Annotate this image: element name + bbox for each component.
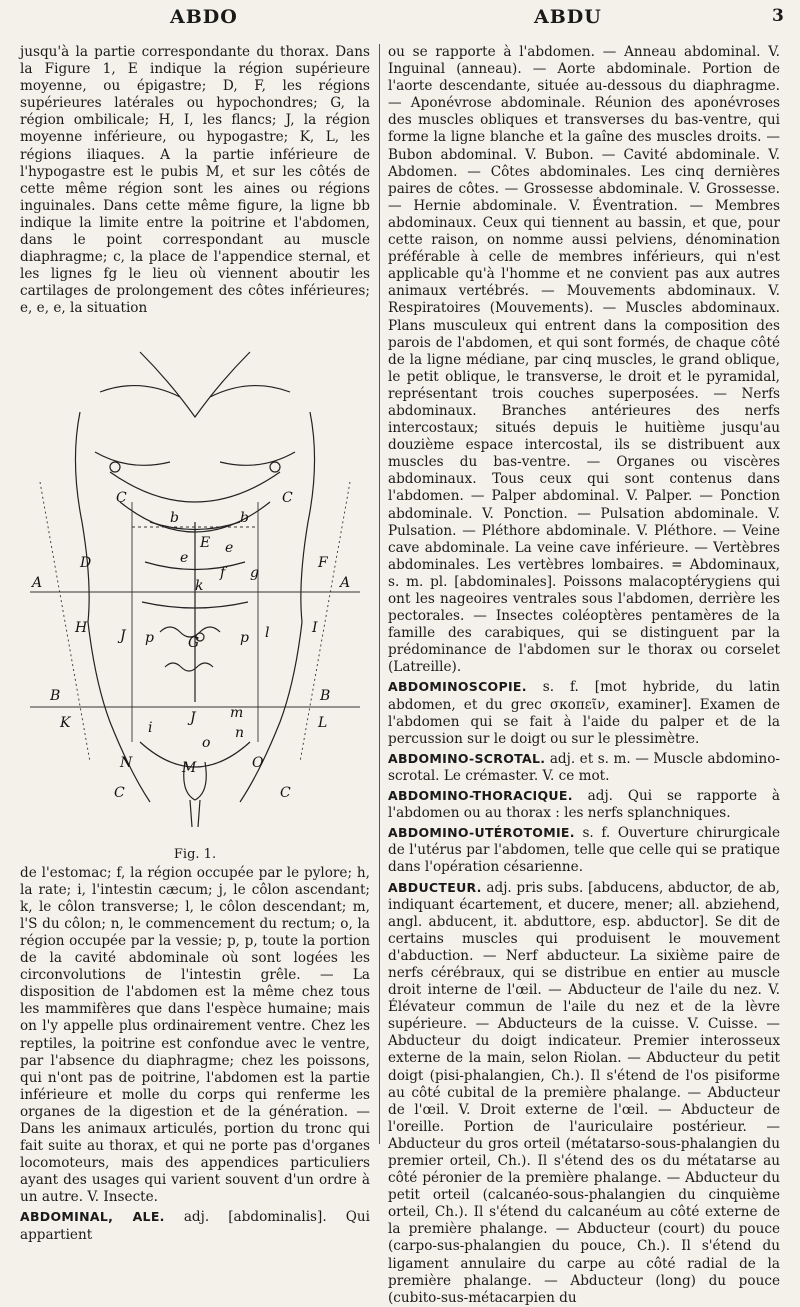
fig-label: k [195, 577, 204, 594]
fig-label: O [252, 754, 264, 771]
fig-label: C [282, 489, 293, 506]
entry-text: adj. et s. m. — Muscle abdomino-scrotal. Le crémaster. V. ce mot. [388, 750, 781, 784]
fig-label: N [120, 754, 133, 771]
fig-label: H [75, 619, 88, 636]
fig-label: M [182, 759, 197, 776]
entry-text: adj. Qui se rapporte à l'abdomen ou au thorax : les nerfs splanchniques. [388, 788, 780, 822]
running-head-left: ABDO [170, 6, 238, 28]
fig-label: E [200, 534, 211, 551]
entry-abducteur [388, 879, 780, 1307]
fig-label: B [320, 687, 331, 704]
fig-label: B [50, 687, 61, 704]
fig-label: i [148, 719, 153, 736]
entry-headword: ABDUCTEUR. [388, 879, 482, 895]
fig-label: K [60, 714, 71, 731]
left-bottom-text: de l'estomac; f, la région occupée par le pylore; h, la rate; i, l'intestin cæcum; j, le côlon ascendant; k, le côlon transverse; l, le côlon descendant; m, l'S du côlon; n, le commencement du rectum; o, la région occupée par la vessie; p, p, toute la portion de la cavité abdominale où sont logées les circonvolutions de l'intestin grêle. — La disposition de l'abdomen est la même chez tous les mammifères que dans l'espèce humaine; mais on l'y appelle plus ordinairement ventre. Chez les reptiles, la poitrine est confondue avec le ventre, par l'absence du diaphragme; chez les poissons, qui n'ont pas de poitrine, l'abdomen est la partie inférieure et molle du corps qui renferme les organes de la digestion et de la génération. — Dans les animaux articulés, portion du tronc qui fait suite au thorax, et qui ne porte pas d'organes locomoteurs, mais des appendices particuliers ayant des usages qui varient souvent d'un ordre à un autre. V. Insecte. [20, 864, 370, 1206]
column-rule [379, 44, 380, 1144]
fig-label: b [240, 509, 249, 526]
fig-label: L [318, 714, 328, 731]
entry-headword: ABDOMINO-THORACIQUE. [388, 788, 573, 804]
entry-text: s. f. Ouverture chirurgicale de l'utérus par l'abdomen, telle que celle qui se pratique dans l'opération césarienne. [388, 825, 781, 876]
entry-headword: ABDOMINAL, ALE. [20, 1209, 165, 1225]
fig-label: m [230, 704, 244, 721]
left-top-text: jusqu'à la partie correspondante du thorax. Dans la Figure 1, E indique la région supérieure moyenne, ou épigastre; D, F, les régions supérieures latérales ou hypochondres; G, la région ombilicale; H, I, les flancs; J, la région moyenne inférieure, ou hypogastre; K, L, les régions iliaques. A la partie inférieure de l'hypogastre est le pubis M, et sur les côtés de cette même région sont les aines ou régions inguinales. Dans cette même figure, la ligne bb indique la limite entre la poitrine et l'abdomen, dans le point correspondant au muscle diaphragme; c, la place de l'appendice sternal, et les lignes fg le lieu où viennent aboutir les cartilages de prolongement des côtes inférieures; e, e, e, la situation [20, 44, 370, 317]
abdomen-illustration [20, 322, 370, 842]
fig-label: A [340, 574, 351, 591]
fig-label: A [32, 574, 43, 591]
entry-abdomino-uterotomie [388, 824, 780, 876]
fig-label: f [220, 564, 226, 581]
entry-headword: ABDOMINO-UTÉROTOMIE. [388, 825, 575, 841]
entry-headword: ABDOMINOSCOPIE. [388, 679, 527, 695]
entry-text: adj. pris subs. [abducens, abductor, de ab, indiquant écartement, et ducere, mener; all. abziehend, angl. abducent, it. abduttore, esp. abductor]. Se dit de certains muscles qui produisent le mouvement d'abduction. — Nerf abducteur. La sixième paire de nerfs cérébraux, qui se distribue en entier au muscle droit interne de l'œil. — Abducteur de l'aile du nez. V. Élévateur commun de l'aile du nez et de la lèvre supérieure. — Abducteurs de la cuisse. V. Cuisse. — Abducteur du doigt indicateur. Premier interosseux externe de la main, selon Riolan. — Abducteur du petit doigt (pisi-phalangien, Ch.). Il s'étend de l'os pisiforme au côté cubital de la première phalange. — Abducteur de l'œil. V. Droit externe de l'œil. — Abducteur de l'oreille. Portion de l'auriculaire postérieur. — Abducteur du gros orteil (métatarso-sous-phalangien du premier orteil, Ch.). Il s'étend des os du métatarse au côté péronier de la première phalange. — Abducteur du petit orteil (calcanéo-sous-phalangien du cinquième orteil, Ch.). Il s'étend du calcanéum au côté externe de la première phalange. — Abducteur (court) du pouce (carpo-sus-phalangien du pouce, Ch.). Il s'étend du ligament annulaire du carpe au côté radial de la première phalange. — Abducteur (long) du pouce (cubito-sus-métacarpien du [388, 879, 780, 1306]
fig-label: e [180, 549, 189, 566]
fig-label: e [225, 539, 234, 556]
figure-caption: Fig. 1. [173, 846, 217, 862]
entry-abdominoscopie [388, 678, 780, 747]
fig-label: I [312, 619, 318, 636]
right-column [388, 44, 780, 1307]
abdomen-figure [20, 322, 370, 842]
fig-label: p [240, 629, 249, 646]
entry-abdomino-thoracique [388, 787, 780, 822]
fig-label: C [114, 784, 125, 801]
running-head-right: ABDU [534, 6, 602, 28]
entry-text: adj. [abdominalis]. Qui appartient [20, 1209, 370, 1243]
fig-label: F [318, 554, 328, 571]
page-number: 3 [772, 6, 785, 26]
fig-label: n [235, 724, 245, 741]
fig-label: C [280, 784, 291, 801]
entry-headword: ABDOMINO-SCROTAL. [388, 750, 546, 766]
fig-label: G [188, 634, 200, 651]
fig-label: C [116, 489, 127, 506]
fig-label: l [265, 624, 270, 641]
fig-label: D [80, 554, 92, 571]
fig-label: p [145, 629, 154, 646]
entry-abdomino-scrotal [388, 750, 780, 785]
fig-label: b [170, 509, 179, 526]
entry-text: s. f. [mot hybride, du latin abdomen, et du grec σκοπεῖν, examiner]. Examen de l'abdomen qui se fait à l'aide du palper et de la percussion sur le doigt ou sur le plessimètre. [388, 679, 780, 747]
fig-label: J [190, 709, 196, 726]
entry-continuation: ou se rapporte à l'abdomen. — Anneau abdominal. V. Inguinal (anneau). — Aorte abdominale. Portion de l'aorte descendante, située au-dessous du diaphragme. — Aponévrose abdominale. Réunion des aponévroses des muscles obliques et transverses du bas-ventre, qui forme la ligne blanche et la gaîne des muscles droits. — Bubon abdominal. V. Bubon. — Cavité abdominale. V. Abdomen. — Côtes abdominales. Les cinq dernières paires de côtes. — Grossesse abdominale. V. Grossesse. — Hernie abdominale. V. Éventration. — Membres abdominaux. Ceux qui tiennent au bassin, et que, pour cette raison, on nomme aussi pelviens, dénomination préférable à celle de membres inférieurs, qui n'est applicable qu'à l'homme et ne convient pas aux autres animaux vertébrés. — Mouvements abdominaux. V. Respiratoires (Mouvements). — Muscles abdominaux. Plans musculeux qui entrent dans la composition des parois de l'abdomen, et qui sont formés, de chaque côté de la ligne médiane, par cinq muscles, le grand oblique, le petit oblique, le transverse, le droit et le pyramidal, représentant trois couches superposées. — Nerfs abdominaux. Branches antérieures des nerfs intercostaux; situés depuis le huitième jusqu'au douzième espace intercostal, ils se distribuent aux muscles du bas-ventre. — Organes ou viscères abdominaux. Tous ceux qui sont contenus dans l'abdomen. — Palper abdominal. V. Palper. — Ponction abdominale. V. Ponction. — Pulsation abdominale. V. Pulsation. — Pléthore abdominale. V. Pléthore. — Veine cave abdominale. La veine cave inférieure. — Vertèbres abdominales. Les vertèbres lombaires. = Abdominaux, s. m. pl. [abdominales]. Poissons malacoptérygiens qui ont les nageoires ventrales sous l'abdomen, derrière les pectorales. — Insectes coléoptères pentamères de la famille des carabiques, qui se distinguent par la prédominance de l'abdomen sur le thorax ou corselet (Latreille). [388, 44, 780, 676]
entry-abdominal [20, 1208, 370, 1243]
fig-label: g [250, 564, 259, 581]
left-column [20, 44, 370, 1244]
fig-label: o [202, 734, 211, 751]
figure-labels [30, 490, 350, 801]
fig-label: J [120, 627, 126, 644]
